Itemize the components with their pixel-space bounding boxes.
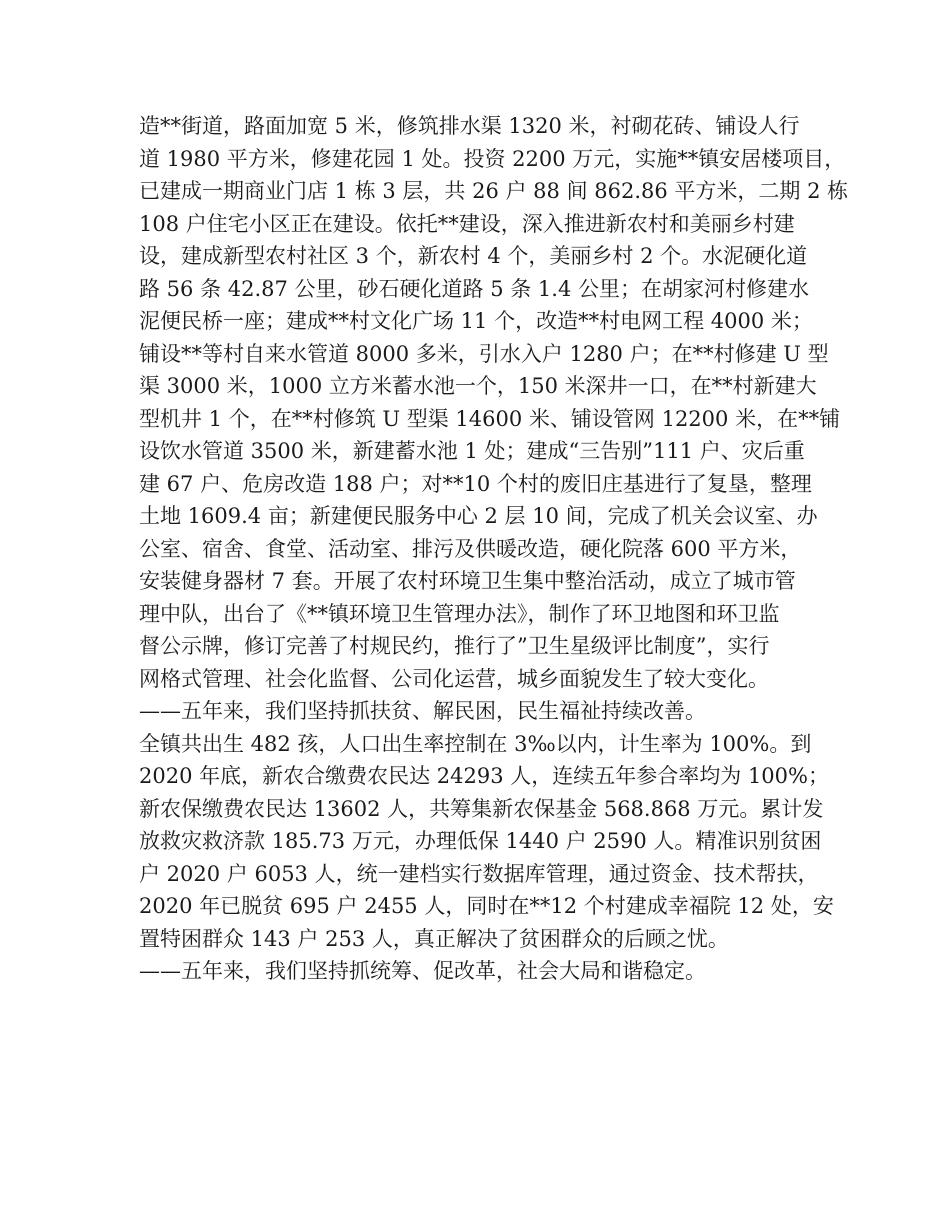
text-line: 督公示牌，修订完善了村规民约，推行了”卫生星级评比制度”，实行 bbox=[139, 634, 770, 658]
text-line: 新农保缴费农民达 13602 人，共筹集新农保基金 568.868 万元。累计发 bbox=[139, 796, 824, 821]
text-line: 网格式管理、社会化监督、公司化运营，城乡面貌发生了较大变化。 bbox=[139, 666, 769, 691]
text-line: 建 67 户、危房改造 188 户；对**10 个村的废旧庄基进行了复垦，整理 bbox=[139, 471, 812, 496]
text-line: 理中队，出台了《**镇环境卫生管理办法》，制作了环卫地图和环卫监 bbox=[139, 601, 780, 626]
text-line: 户 2020 户 6053 人，统一建档实行数据库管理，通过资金、技术帮扶， bbox=[139, 861, 819, 886]
text-line: 道 1980 平方米，修建花园 1 处。投资 2200 万元，实施**镇安居楼项目， bbox=[139, 146, 846, 171]
document-body bbox=[139, 110, 849, 988]
text-line: 2020 年已脱贫 695 户 2455 人，同时在**12 个村建成幸福院 12 处，安 bbox=[139, 894, 834, 918]
text-line: 泥便民桥一座；建成**村文化广场 11 个，改造**村电网工程 4000 米； bbox=[139, 309, 813, 333]
text-line: 铺设**等村自来水管道 8000 多米，引水入户 1280 户；在**村修建 U 型 bbox=[139, 341, 829, 366]
text-line: 全镇共出生 482 孩，人口出生率控制在 3‰以内，计生率为 100%。到 bbox=[139, 731, 812, 756]
text-line: 设，建成新型农村社区 3 个，新农村 4 个，美丽乡村 2 个。水泥硬化道 bbox=[139, 244, 808, 268]
text-line: 108 户住宅小区正在建设。依托**建设，深入推进新农村和美丽乡村建 bbox=[139, 211, 795, 236]
text-line: 2020 年底，新农合缴费农民达 24293 人，连续五年参合率均为 100%； bbox=[139, 764, 829, 788]
text-line: ——五年来，我们坚持抓统筹、促改革，社会大局和谐稳定。 bbox=[139, 959, 706, 983]
text-line: 已建成一期商业门店 1 栋 3 层，共 26 户 88 间 862.86 平方米，二期 2 栋 bbox=[139, 179, 849, 203]
text-line: 安装健身器材 7 套。开展了农村环境卫生集中整治活动，成立了城市管 bbox=[139, 569, 796, 593]
text-line: 公室、宿舍、食堂、活动室、排污及供暖改造，硬化院落 600 平方米， bbox=[139, 536, 802, 561]
text-line: 造**街道，路面加宽 5 米，修筑排水渠 1320 米，衬砌花砖、铺设人行 bbox=[139, 114, 800, 138]
text-line: ——五年来，我们坚持抓扶贫、解民困，民生福祉持续改善。 bbox=[139, 699, 706, 723]
text-line: 型机井 1 个，在**村修筑 U 型渠 14600 米、铺设管网 12200 米，在**铺 bbox=[139, 406, 841, 431]
text-line: 置特困群众 143 户 253 人，真正解决了贫困群众的后顾之忧。 bbox=[139, 926, 729, 951]
text-line: 设饮水管道 3500 米，新建蓄水池 1 处；建成“三告别”111 户、灾后重 bbox=[139, 439, 805, 463]
text-line: 土地 1609.4 亩；新建便民服务中心 2 层 10 间，完成了机关会议室、办 bbox=[139, 504, 818, 528]
text-line: 路 56 条 42.87 公里，砂石硬化道路 5 条 1.4 公里；在胡家河村修建水 bbox=[139, 276, 809, 301]
text-line: 渠 3000 米，1000 立方米蓄水池一个，150 米深井一口，在**村新建大 bbox=[139, 374, 817, 398]
text-line: 放救灾救济款 185.73 万元，办理低保 1440 户 2590 人。精准识别贫困 bbox=[139, 829, 822, 853]
